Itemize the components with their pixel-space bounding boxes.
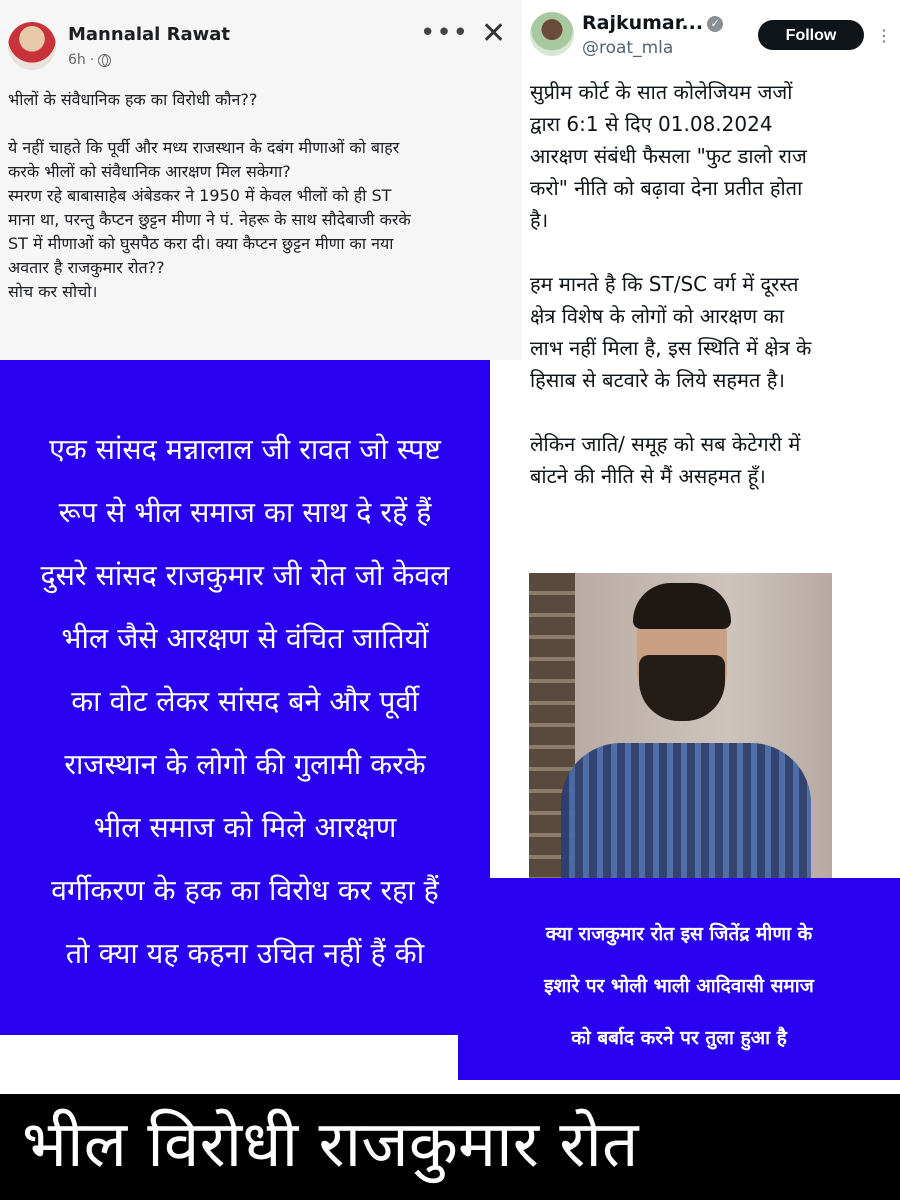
post-line: भीलों के संवैधानिक हक का विरोधी कौन??	[8, 90, 258, 109]
overlay-line: राजस्थान के लोगो की गुलामी करके	[64, 748, 426, 781]
post-line: ये नहीं चाहते कि पूर्वी और मध्य राजस्थान के दबंग मीणाओं को बाहर	[8, 138, 400, 157]
overlay-line: भील समाज को मिले आरक्षण	[93, 811, 397, 844]
post-line: सोच कर सोचो।	[8, 282, 98, 301]
overlay-line: दुसरे सांसद राजकुमार जी रोत जो केवल	[40, 559, 450, 592]
more-vertical-icon[interactable]: ⋮	[876, 26, 892, 45]
overlay-line: एक सांसद मन्नालाल जी रावत जो स्पष्ट	[49, 433, 441, 466]
post-author-name[interactable]: Mannalal Rawat	[68, 24, 230, 45]
tweet-line: करो" नीति को बढ़ावा देना प्रतीत होता	[530, 176, 803, 200]
overlay-side-text	[458, 908, 900, 1064]
verified-badge-icon: ✓	[707, 16, 723, 32]
tweet-handle[interactable]: @roat_mla	[582, 38, 674, 58]
post-line: ST में मीणाओं को घुसपैठ करा दी। क्या कैप्टन छुट्टन मीणा का नया	[8, 234, 394, 253]
overlay-line: का वोट लेकर सांसद बने और पूर्वी	[71, 685, 419, 718]
post-line: अवतार है राजकुमार रोत??	[8, 258, 165, 277]
tweet-line: द्वारा 6:1 से दिए 01.08.2024	[530, 112, 773, 136]
avatar[interactable]	[530, 12, 574, 56]
meta-separator: ·	[89, 52, 95, 68]
tweet-line: है।	[530, 208, 549, 232]
follow-button[interactable]: Follow	[758, 20, 864, 50]
overlay-line: क्या राजकुमार रोत इस जितेंद्र मीणा के	[545, 923, 813, 945]
tweet-line: हिसाब से बटवारे के लिये सहमत है।	[530, 368, 785, 392]
post-meta	[68, 52, 111, 68]
photo-shirt	[561, 743, 811, 880]
tweet-line: लाभ नहीं मिला है, इस स्थिति में क्षेत्र के	[530, 336, 812, 360]
tweet-body	[530, 76, 894, 492]
post-line: स्मरण रहे बाबासाहेब अंबेडकर ने 1950 में केवल भीलों को ही ST	[8, 186, 392, 205]
facebook-post	[0, 0, 522, 360]
overlay-line: भील जैसे आरक्षण से वंचित जातियों	[61, 622, 429, 655]
overlay-line: तो क्या यह कहना उचित नहीं हैं की	[65, 937, 425, 970]
avatar[interactable]	[8, 22, 56, 70]
overlay-line: रूप से भील समाज का साथ दे रहें हैं	[58, 496, 432, 529]
tweet-line: हम मानते है कि ST/SC वर्ग में दूरस्त	[530, 272, 799, 296]
overlay-line: इशारे पर भोली भाली आदिवासी समाज	[544, 975, 814, 997]
post-time[interactable]: 6h	[68, 52, 86, 68]
post-line: माना था, परन्तु कैप्टन छुट्टन मीणा ने पं. नेहरू के साथ सौदेबाजी करके	[8, 210, 411, 229]
tweet-line: सुप्रीम कोर्ट के सात कोलेजियम जजों	[530, 80, 793, 104]
globe-icon	[98, 54, 111, 67]
overlay-main-text	[0, 418, 490, 985]
tweet-photo[interactable]	[529, 573, 832, 880]
tweet-line: आरक्षण संबंधी फैसला "फुट डालो राज	[530, 144, 807, 168]
banner-title: भील विरोधी राजकुमार रोत	[22, 1108, 639, 1182]
overlay-line: को बर्बाद करने पर तुला हुआ है	[571, 1027, 787, 1049]
tweet-line: बांटने की नीति से मैं असहमत हूँ।	[530, 464, 766, 488]
tweet-author-name[interactable]	[582, 12, 723, 34]
post-body	[8, 88, 516, 304]
tweet-author-label[interactable]: Rajkumar...	[582, 12, 704, 34]
overlay-side-box	[458, 878, 900, 1080]
more-dots-icon[interactable]: •••	[420, 18, 470, 48]
post-line: करके भीलों को संवैधानिक आरक्षण मिल सकेगा?	[8, 162, 291, 181]
close-icon[interactable]: ✕	[481, 16, 507, 51]
tweet-line: लेकिन जाति/ समूह को सब केटेगरी में	[530, 432, 801, 456]
tweet-line: क्षेत्र विशेष के लोगों को आरक्षण का	[530, 304, 785, 328]
overlay-line: वर्गीकरण के हक का विरोध कर रहा हैं	[51, 874, 439, 907]
